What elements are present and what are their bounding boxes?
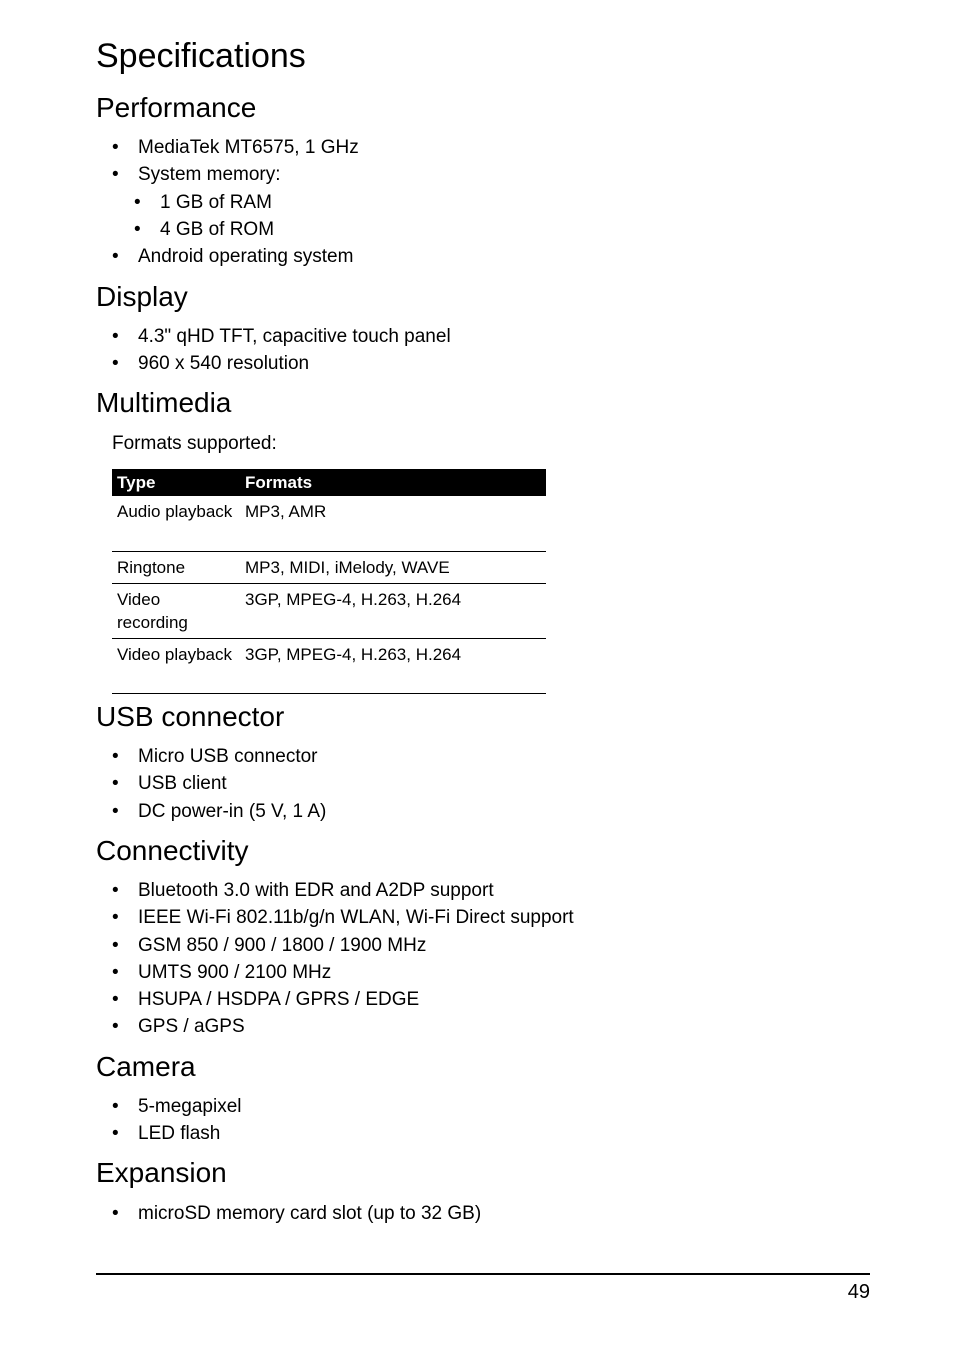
table-cell-formats: 3GP, MPEG-4, H.263, H.264	[240, 583, 546, 638]
list-item: • HSUPA / HSDPA / GPRS / EDGE	[112, 986, 574, 1013]
table-cell-formats: 3GP, MPEG-4, H.263, H.264	[240, 638, 546, 693]
footer-rule	[96, 1273, 870, 1275]
list-item: • microSD memory card slot (up to 32 GB)	[112, 1200, 481, 1227]
table-row	[112, 496, 546, 551]
section-heading-display: Display	[96, 281, 188, 312]
table-cell-formats: MP3, MIDI, iMelody, WAVE	[240, 551, 546, 583]
formats-intro: Formats supported:	[112, 433, 277, 454]
list-item: • USB client	[112, 770, 326, 797]
list-item: • DC power-in (5 V, 1 A)	[112, 798, 326, 825]
list-item: • GSM 850 / 900 / 1800 / 1900 MHz	[112, 932, 574, 959]
list-item-sub: • 4 GB of ROM	[112, 216, 359, 243]
list-item: • 5-megapixel	[112, 1093, 242, 1120]
expansion-list	[112, 1200, 481, 1227]
table-cell-formats: MP3, AMR	[240, 496, 546, 551]
camera-list	[112, 1093, 242, 1148]
table-row	[112, 551, 546, 583]
connectivity-list	[112, 877, 574, 1041]
page-title: Specifications	[96, 37, 306, 75]
section-heading-performance: Performance	[96, 92, 257, 123]
list-item: • System memory:	[112, 161, 359, 188]
section-heading-camera: Camera	[96, 1051, 196, 1082]
table-row	[112, 583, 546, 638]
display-list	[112, 323, 451, 378]
list-item: • IEEE Wi-Fi 802.11b/g/n WLAN, Wi-Fi Direct support	[112, 904, 574, 931]
list-item: • Micro USB connector	[112, 743, 326, 770]
formats-table	[112, 469, 546, 694]
table-cell-type: Audio playback	[112, 496, 240, 551]
section-heading-usb: USB connector	[96, 701, 285, 732]
list-item: • Android operating system	[112, 243, 359, 270]
section-heading-connectivity: Connectivity	[96, 835, 249, 866]
table-cell-type: Ringtone	[112, 551, 240, 583]
table-row	[112, 638, 546, 693]
list-item: • GPS / aGPS	[112, 1013, 574, 1040]
list-item: • 4.3" qHD TFT, capacitive touch panel	[112, 323, 451, 350]
page-number: 49	[847, 1281, 870, 1303]
table-header-type: Type	[112, 469, 240, 496]
list-item: • Bluetooth 3.0 with EDR and A2DP support	[112, 877, 574, 904]
list-item: • MediaTek MT6575, 1 GHz	[112, 134, 359, 161]
section-heading-expansion: Expansion	[96, 1157, 227, 1188]
usb-list	[112, 743, 326, 825]
list-item: • UMTS 900 / 2100 MHz	[112, 959, 574, 986]
list-item: • 960 x 540 resolution	[112, 350, 451, 377]
table-cell-type: Video recording	[112, 583, 240, 638]
table-cell-type: Video playback	[112, 638, 240, 693]
table-header-row	[112, 469, 546, 496]
performance-list	[112, 134, 359, 270]
section-heading-multimedia: Multimedia	[96, 387, 232, 418]
list-item: • LED flash	[112, 1120, 242, 1147]
table-header-formats: Formats	[240, 469, 546, 496]
list-item-sub: • 1 GB of RAM	[112, 189, 359, 216]
